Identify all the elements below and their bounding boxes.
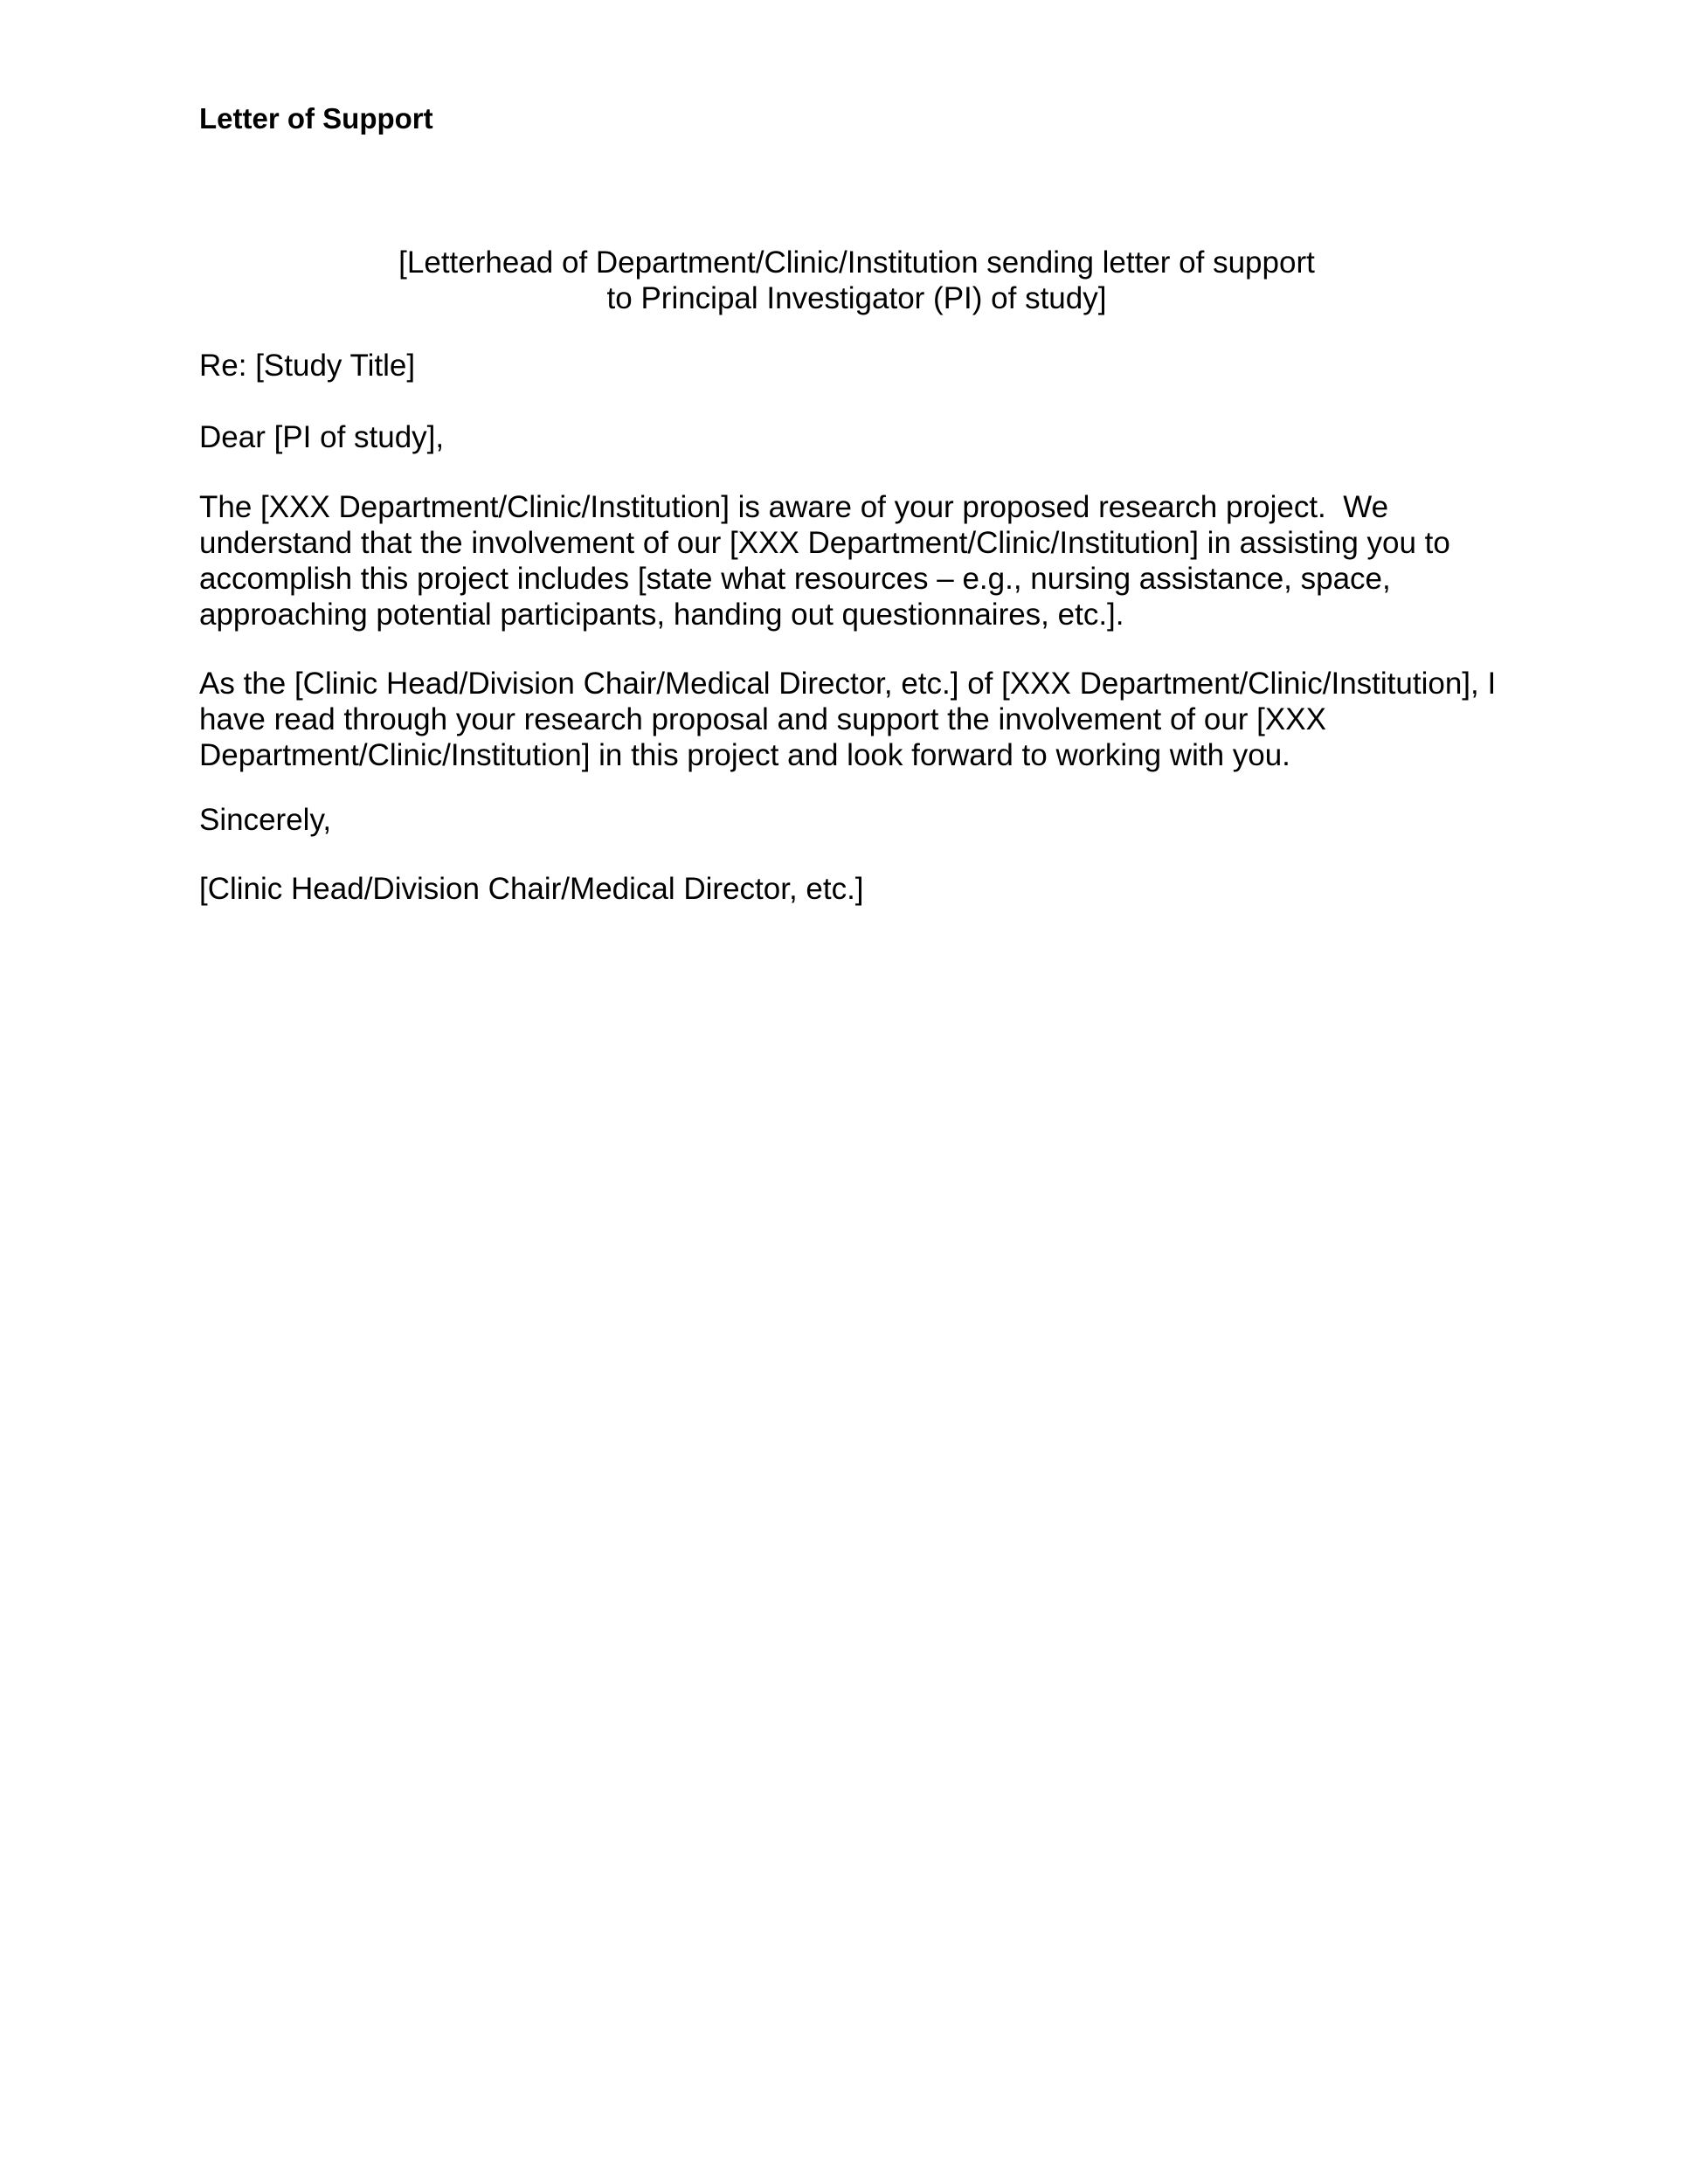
reference-line: Re: [Study Title] [199,349,416,383]
letterhead-line-2: to Principal Investigator (PI) of study] [606,281,1107,315]
signature-line: [Clinic Head/Division Chair/Medical Director, etc.] [199,872,864,906]
body-paragraph-2: As the [Clinic Head/Division Chair/Medical Director, etc.] of [XXX Department/Clinic/Institution], I have read through your research proposal and support the involvement of our [XXX Department/Clinic/Institution] in this project and look forward to working with you. [199,667,1505,772]
body-paragraph-1: The [XXX Department/Clinic/Institution] is aware of your proposed research project. We understand that the involvement of our [XXX Department/Clinic/Institution] in assisting you to accomplish this project includes [state what resources – e.g., nursing assistance, space, approaching potential participants, handing out questionnaires, etc.]. [199,490,1459,632]
document-heading: Letter of Support [199,102,433,135]
salutation: Dear [PI of study], [199,420,445,454]
closing: Sincerely, [199,803,332,837]
letterhead-line-1: [Letterhead of Department/Clinic/Institution sending letter of support [398,245,1315,280]
letterhead-placeholder [199,245,1514,316]
letter-body [199,100,1514,907]
